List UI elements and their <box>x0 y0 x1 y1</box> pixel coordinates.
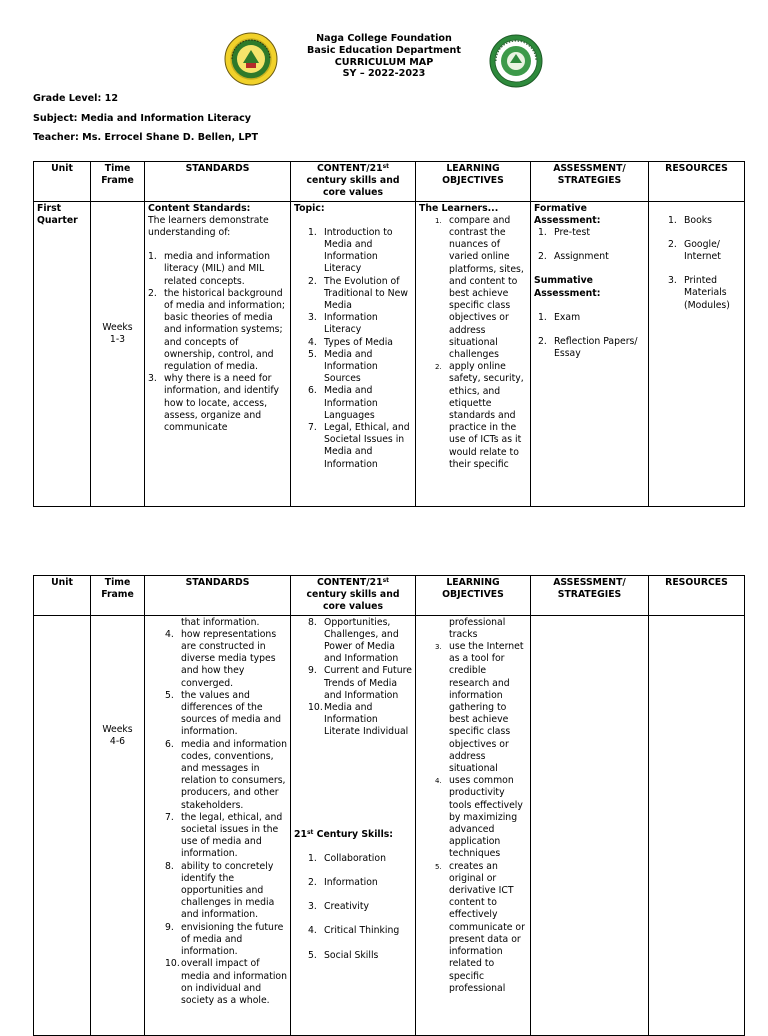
list-text: Media and Information Literate Individual <box>324 702 409 738</box>
department-name: Basic Education Department <box>307 44 461 56</box>
skill-item <box>308 901 412 913</box>
list-text: Google/ Internet <box>684 238 721 263</box>
list-text: why there is a need for information, and identify how to locate, access, assess, organize and communicate <box>164 373 279 434</box>
list-number: 2. <box>668 238 677 250</box>
topic-item <box>308 422 412 471</box>
topic-item <box>308 349 412 386</box>
col-assessment: ASSESSMENT/ STRATEGIES <box>531 162 649 202</box>
school-year: SY – 2022-2023 <box>342 68 426 80</box>
list-text: Collaboration <box>324 852 386 864</box>
objectives-title: The Learners... <box>419 202 499 214</box>
list-text: the values and differences of the sources of media and information. <box>181 689 281 738</box>
skill-item <box>308 950 412 962</box>
standard-item <box>165 922 287 959</box>
objectives-list <box>419 641 527 995</box>
list-number: 5. <box>308 348 317 360</box>
skill-item <box>308 877 412 889</box>
list-text: overall impact of media and information on individual and society as a whole. <box>181 958 288 1006</box>
topic-item <box>308 665 412 702</box>
list-number: 1. <box>435 216 442 225</box>
teacher: Teacher: Ms. Errocel Shane D. Bellen, LPT <box>33 132 259 143</box>
list-number: 2. <box>435 363 442 372</box>
col-unit: Unit <box>34 162 91 202</box>
skill-item <box>308 925 412 937</box>
list-text: media and information codes, conventions, and messages in relation to consumers, producers, and other stakeholders. <box>181 738 288 811</box>
standard-item <box>148 373 287 434</box>
list-text: envisioning the future of media and information. <box>181 921 284 958</box>
col-time-frame: Time Frame <box>91 576 145 616</box>
standard-item <box>165 629 287 690</box>
list-text: Critical Thinking <box>324 925 400 937</box>
list-text: Social Skills <box>324 949 379 961</box>
list-number: 1. <box>308 852 317 864</box>
formative-item <box>538 251 645 263</box>
list-text: Information Literacy <box>324 312 378 336</box>
topic-item <box>308 702 412 739</box>
grade-level: Grade Level: 12 <box>33 93 118 104</box>
topic-item <box>308 617 412 666</box>
list-number: 6. <box>308 385 317 397</box>
topic-list <box>294 227 412 471</box>
list-text: Pre-test <box>554 227 590 239</box>
list-number: 8. <box>308 616 317 628</box>
list-number: 10. <box>308 702 323 714</box>
objective-item <box>433 861 527 995</box>
document-header <box>0 32 768 90</box>
standards-title: Content Standards: <box>148 202 251 214</box>
objectives-cell <box>416 615 531 1035</box>
list-number: 1. <box>538 227 547 239</box>
col-unit: Unit <box>34 576 91 616</box>
list-number: 9. <box>308 665 317 677</box>
list-number: 5. <box>435 862 442 871</box>
list-number: 2. <box>308 275 317 287</box>
topic-title: Topic: <box>294 202 325 214</box>
list-number: 1. <box>308 226 317 238</box>
list-text: Information <box>324 877 378 889</box>
standard-item <box>165 958 287 1007</box>
list-number: 6. <box>165 738 174 750</box>
col-standards: STANDARDS <box>145 162 291 202</box>
list-text: Introduction to Media and Information Literacy <box>324 226 393 275</box>
list-number: 4. <box>308 336 317 348</box>
list-text: the historical background of media and information; basic theories of media and information systems; and concepts of ownership, control, and regulation of media. <box>164 287 286 373</box>
topic-item <box>308 276 412 313</box>
col-assessment: ASSESSMENT/ STRATEGIES <box>531 576 649 616</box>
list-number: 1. <box>668 214 677 226</box>
school-name: Naga College Foundation <box>316 33 452 44</box>
skill-item <box>308 853 412 865</box>
century-skills-list <box>294 853 412 962</box>
course-meta <box>33 93 258 152</box>
list-text: Books <box>684 214 712 226</box>
col-learning-objectives: LEARNING OBJECTIVES <box>416 576 531 616</box>
list-number: 8. <box>165 860 174 872</box>
list-number: 2. <box>538 251 547 263</box>
list-text: creates an original or derivative ICT content to effectively communicate or present data or information related to specific professional <box>449 860 525 994</box>
resource-item <box>668 239 741 263</box>
topic-item <box>308 337 412 349</box>
standard-item <box>165 861 287 922</box>
document-title: CURRICULUM MAP <box>334 56 434 68</box>
list-number: 2. <box>148 287 157 299</box>
list-text: Assignment <box>554 251 609 263</box>
topic-list <box>294 617 412 739</box>
table-header-row <box>34 576 745 616</box>
objectives-continued: professional tracks <box>449 616 506 640</box>
standards-cell <box>145 615 291 1035</box>
list-number: 2. <box>308 877 317 889</box>
standards-list <box>148 629 287 1007</box>
list-text: Creativity <box>324 901 369 913</box>
list-text: Media and Information Sources <box>324 348 378 385</box>
list-text: the legal, ethical, and societal issues in the use of media and information. <box>181 811 283 860</box>
list-text: uses common productivity tools effectively by maximizing advanced application techniques <box>449 775 523 860</box>
table-row <box>34 615 745 1035</box>
col-standards: STANDARDS <box>145 576 291 616</box>
resources-list <box>652 215 741 312</box>
list-number: 3. <box>308 312 317 324</box>
formative-list <box>534 227 645 263</box>
century-skills-title: 21st Century Skills: <box>294 828 394 840</box>
col-content: CONTENT/21st century skills and core values <box>291 576 416 616</box>
list-text: Opportunities, Challenges, and Power of Media and Information <box>324 616 399 665</box>
assessment-cell <box>531 201 649 506</box>
list-number: 10. <box>165 958 180 970</box>
list-text: Media and Information Languages <box>324 385 378 421</box>
list-number: 4. <box>165 628 174 640</box>
list-number: 9. <box>165 921 174 933</box>
time-frame-cell: Weeks 1-3 <box>91 201 145 506</box>
col-learning-objectives: LEARNING OBJECTIVES <box>416 162 531 202</box>
list-number: 3. <box>668 275 677 287</box>
summative-list <box>534 312 645 361</box>
objective-item <box>433 361 527 471</box>
objectives-list <box>419 215 527 471</box>
resources-cell <box>649 615 745 1035</box>
col-resources: RESOURCES <box>649 576 745 616</box>
standard-item <box>165 690 287 739</box>
content-cell <box>291 201 416 506</box>
list-number: 3. <box>308 901 317 913</box>
list-text: compare and contrast the nuances of varied online platforms, sites, and content to best achieve specific class objectives or address situational challenges <box>449 214 524 361</box>
list-text: The Evolution of Traditional to New Media <box>324 275 408 312</box>
table-row <box>34 201 745 506</box>
formative-item <box>538 227 645 239</box>
list-text: Legal, Ethical, and Societal Issues in Media and Information <box>324 422 410 470</box>
list-number: 2. <box>538 336 547 348</box>
list-number: 3. <box>435 643 442 652</box>
list-text: ability to concretely identify the opportunities and challenges in media and information. <box>181 860 275 921</box>
list-text: Current and Future Trends of Media and Information <box>324 665 412 701</box>
header-text-block <box>0 33 768 80</box>
list-text: how representations are constructed in diverse media types and how they converged. <box>181 628 277 689</box>
list-number: 4. <box>308 925 317 937</box>
list-number: 1. <box>538 311 547 323</box>
col-content: CONTENT/21st century skills and core values <box>291 162 416 202</box>
standard-item <box>148 288 287 373</box>
col-resources: RESOURCES <box>649 162 745 202</box>
objective-item <box>433 215 527 361</box>
standards-cell <box>145 201 291 506</box>
list-text: Types of Media <box>324 336 393 348</box>
topic-item <box>308 227 412 276</box>
standard-item <box>165 739 287 812</box>
list-number: 7. <box>308 422 317 434</box>
standards-intro: The learners demonstrate understanding of: <box>148 214 269 239</box>
content-cell <box>291 615 416 1035</box>
list-number: 4. <box>435 777 442 786</box>
subject: Subject: Media and Information Literacy <box>33 112 252 124</box>
list-text: media and information literacy (MIL) and MIL related concepts. <box>164 251 271 287</box>
list-text: Exam <box>554 311 581 323</box>
list-text: Reflection Papers/ Essay <box>554 336 638 360</box>
standards-continued: that information. <box>181 616 260 628</box>
table-header-row <box>34 162 745 202</box>
unit-cell <box>34 615 91 1035</box>
col-time-frame: Time Frame <box>91 162 145 202</box>
topic-item <box>308 312 412 336</box>
resources-cell <box>649 201 745 506</box>
resource-item <box>668 215 741 227</box>
list-number: 5. <box>165 689 174 701</box>
list-text: apply online safety, security, ethics, and etiquette standards and practice in the use of ICTs as it would relate to their specific <box>449 361 524 470</box>
curriculum-table-page-1 <box>33 161 745 507</box>
time-frame-cell: Weeks 4-6 <box>91 615 145 1035</box>
resource-item <box>668 275 741 312</box>
summative-item <box>538 336 645 360</box>
objectives-cell <box>416 201 531 506</box>
objective-item <box>433 641 527 775</box>
unit-cell: First Quarter <box>34 201 91 506</box>
objective-item <box>433 775 527 860</box>
standards-list <box>148 251 287 434</box>
assessment-cell <box>531 615 649 1035</box>
list-number: 1. <box>148 251 157 263</box>
summative-title: Summative Assessment: <box>534 275 601 299</box>
topic-item <box>308 385 412 422</box>
standard-item <box>165 812 287 861</box>
summative-item <box>538 312 645 324</box>
curriculum-table-page-2 <box>33 575 745 1036</box>
formative-title: Formative Assessment: <box>534 202 601 226</box>
list-text: Printed Materials (Modules) <box>684 275 730 311</box>
list-number: 3. <box>148 373 157 385</box>
list-text: use the Internet as a tool for credible research and information gathering to best achieve specific class objectives or address situational <box>449 641 524 775</box>
standard-item <box>148 251 287 288</box>
list-number: 7. <box>165 811 174 823</box>
list-number: 5. <box>308 949 317 961</box>
